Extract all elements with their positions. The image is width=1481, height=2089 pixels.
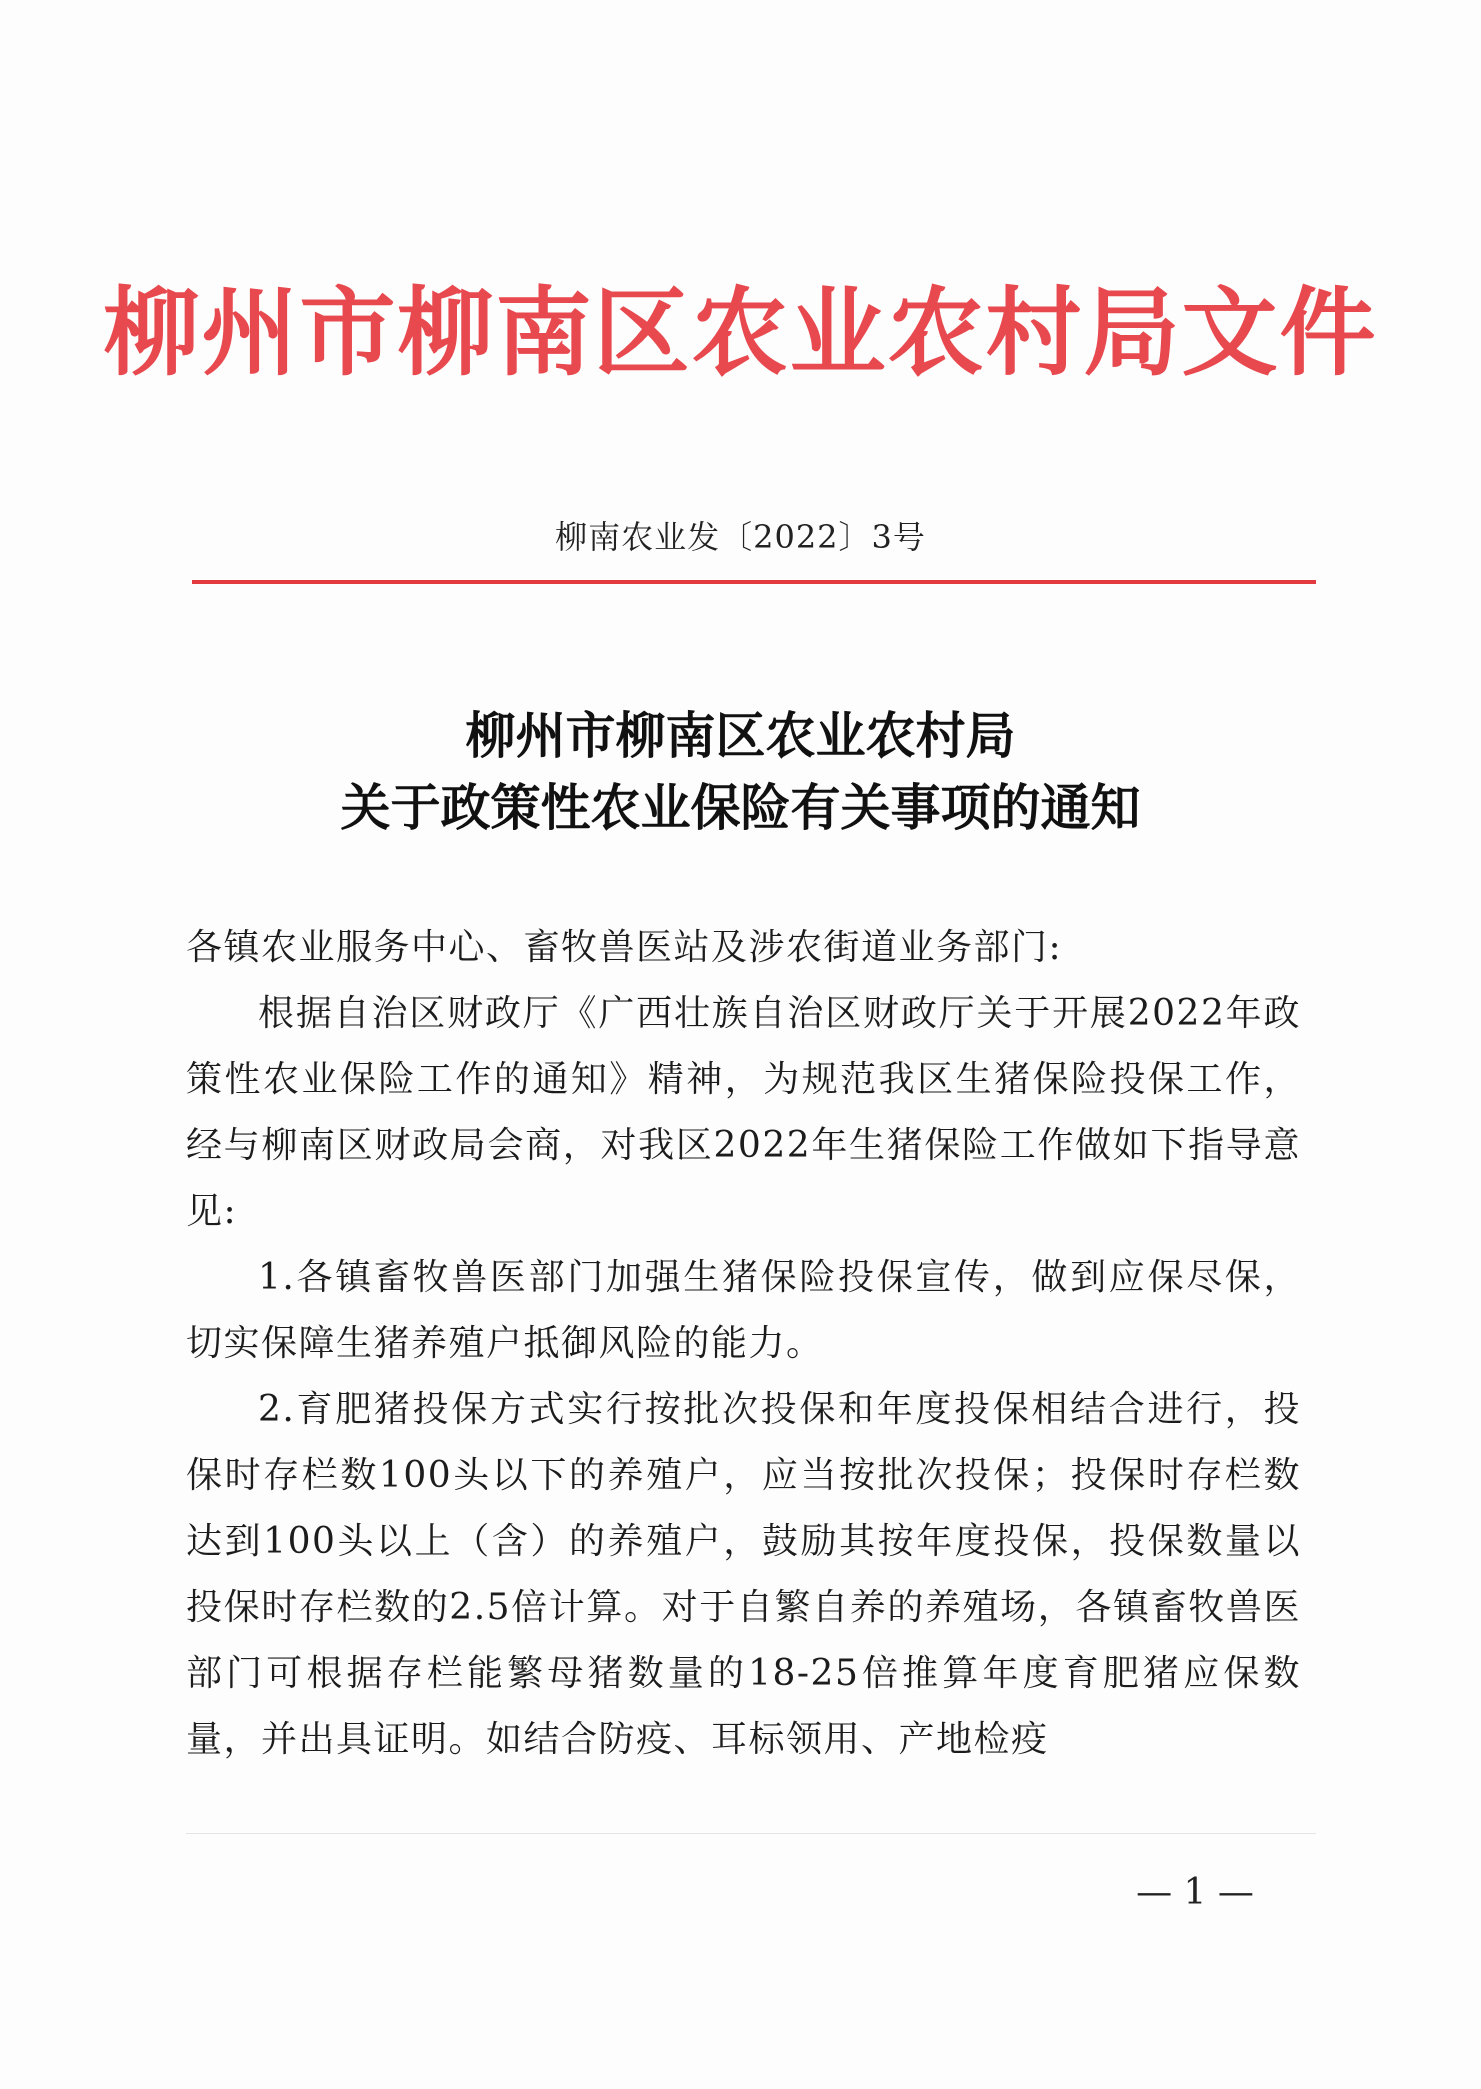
header-red-divider xyxy=(192,580,1316,584)
document-title-line2: 关于政策性农业保险有关事项的通知 xyxy=(340,779,1141,837)
page-number: — 1 — xyxy=(1136,1872,1254,1913)
footer-divider xyxy=(186,1833,1316,1834)
document-title xyxy=(0,700,1481,844)
document-body xyxy=(186,915,1301,1773)
body-item-2: 2.育肥猪投保方式实行按批次投保和年度投保相结合进行，投保时存栏数100头以下的养殖户，应当按批次投保；投保时存栏数达到100头以上（含）的养殖户，鼓励其按年度投保，投保数量以投保时存栏数的2.5倍计算。对于自繁自养的养殖场，各镇畜牧兽医部门可根据存栏能繁母猪数量的18-25倍推算年度育肥猪应保数量，并出具证明。如结合防疫、耳标领用、产地检疫 xyxy=(186,1389,1301,1760)
document-number: 柳南农业发〔2022〕3号 xyxy=(555,518,926,556)
body-item-1: 1.各镇畜牧兽医部门加强生猪保险投保宣传，做到应保尽保，切实保障生猪养殖户抵御风险的能力。 xyxy=(186,1257,1301,1364)
issuer-header-title: 柳州市柳南区农业农村局文件 xyxy=(103,277,1378,389)
body-paragraph-1: 根据自治区财政厅《广西壮族自治区财政厅关于开展2022年政策性农业保险工作的通知》精神，为规范我区生猪保险投保工作，经与柳南区财政局会商，对我区2022年生猪保险工作做如下指导意见: xyxy=(186,993,1301,1232)
addressee: 各镇农业服务中心、畜牧兽医站及涉农街道业务部门: xyxy=(186,927,1063,968)
document-title-line1: 柳州市柳南区农业农村局 xyxy=(465,707,1016,765)
